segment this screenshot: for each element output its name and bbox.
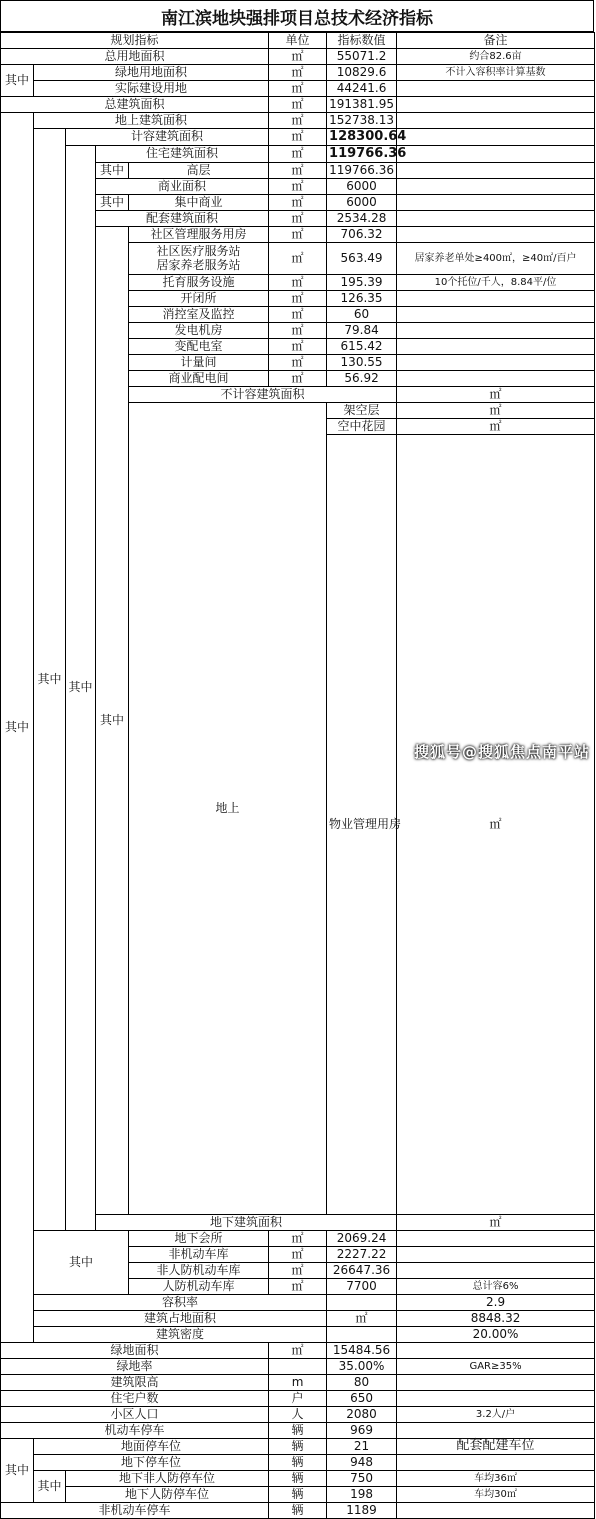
row-value: 969 [327,1423,397,1439]
row-name: 发电机房 [129,323,269,339]
row-name: 非机动车库 [129,1247,269,1263]
row-unit [269,1359,327,1375]
row-name: 社区管理服务用房 [129,227,269,243]
group-label: 其中 [96,195,129,211]
row-name: 高层 [129,163,269,179]
row-unit: m [269,1375,327,1391]
row-name: 变配电室 [129,339,269,355]
row-name: 建筑限高 [1,1375,269,1391]
row-name: 开闭所 [129,291,269,307]
row-note [397,227,595,243]
row-unit: ㎡ [269,291,327,307]
table-row [1,1455,595,1471]
row-name: 架空层 [327,403,397,419]
row-value: 563.49 [327,243,397,275]
row-unit: 户 [269,1391,327,1407]
group-label: 地上 [129,403,327,1215]
row-note [397,1503,595,1519]
row-note [397,113,595,129]
row-value: 119766.36 [327,146,397,163]
row-unit: ㎡ [269,81,327,97]
row-note [397,291,595,307]
table-row [1,1439,595,1455]
row-unit: ㎡ [269,113,327,129]
row-value: 948 [327,1455,397,1471]
row-value: 119766.36 [327,163,397,179]
row-name: 地下建筑面积 [96,1215,397,1231]
row-name: 实际建设用地 [34,81,269,97]
watermark: 搜狐号@搜狐焦点南平站 [413,743,590,761]
row-value: 80 [327,1375,397,1391]
row-value: 35.00% [327,1359,397,1375]
row-value: 55071.2 [327,49,397,65]
row-value: 650 [327,1391,397,1407]
row-name: 地下人防停车位 [66,1487,269,1503]
row-note: 10个托位/千人，8.84平/位 [397,275,595,291]
row-unit: ㎡ [269,146,327,163]
row-value: 198 [327,1487,397,1503]
row-name: 配套建筑面积 [96,211,269,227]
row-value: 706.32 [327,227,397,243]
row-note: 约合82.6亩 [397,49,595,65]
row-name: 人防机动车库 [129,1279,269,1295]
header-value: 指标数值 [327,33,397,49]
row-name: 小区人口 [1,1407,269,1423]
row-value: 2.9 [397,1295,595,1311]
table-row [1,1327,595,1343]
table-row [1,1343,595,1359]
row-note [397,1455,595,1471]
row-unit: ㎡ [269,1279,327,1295]
row-name-line1: 社区医疗服务站 [156,243,241,258]
row-value: 8848.32 [397,1311,595,1327]
table-row [1,81,595,97]
row-name: 计量间 [129,355,269,371]
row-unit: ㎡ [269,1231,327,1247]
row-unit: 辆 [269,1503,327,1519]
row-name: 建筑占地面积 [34,1311,327,1327]
row-unit: ㎡ [269,1263,327,1279]
row-name: 地下非人防停车位 [66,1471,269,1487]
row-name: 地上建筑面积 [34,113,269,129]
row-unit: ㎡ [269,49,327,65]
table-row [1,113,595,129]
row-note [397,371,595,387]
row-value: 2069.24 [327,1231,397,1247]
row-unit: ㎡ [269,307,327,323]
row-name: 非机动车停车 [1,1503,269,1519]
table-row [1,1423,595,1439]
row-note: 配套配建车位 [397,1439,595,1455]
row-value: 750 [327,1471,397,1487]
row-name: 绿地率 [1,1359,269,1375]
row-unit: ㎡ [269,65,327,81]
row-name: 计容建筑面积 [66,129,269,146]
table-row [1,49,595,65]
row-note [397,307,595,323]
row-unit: ㎡ [269,179,327,195]
row-name: 集中商业 [129,195,269,211]
row-unit: ㎡ [269,1343,327,1359]
header-note: 备注 [397,33,595,49]
row-note [397,163,595,179]
row-unit: ㎡ [269,1247,327,1263]
table-row [1,1231,595,1247]
row-note [397,179,595,195]
row-unit: 辆 [269,1471,327,1487]
row-value: 26647.36 [327,1263,397,1279]
header-row [1,33,595,49]
row-unit: ㎡ [269,275,327,291]
group-label: 其中 [96,227,129,1215]
row-name: 地下会所 [129,1231,269,1247]
table-row [1,1311,595,1327]
row-name: 容积率 [34,1295,327,1311]
row-note [397,1391,595,1407]
row-unit: ㎡ [269,339,327,355]
table-row [1,1391,595,1407]
row-note: 3.2人/户 [397,1407,595,1423]
row-name: 物业管理用房 [327,435,397,1215]
table-row [1,1375,595,1391]
row-value: 2080 [327,1407,397,1423]
row-note [397,81,595,97]
group-label: 其中 [96,163,129,179]
row-unit: ㎡ [269,195,327,211]
row-name-line2: 居家养老服务站 [156,257,241,272]
row-name: 绿地用地面积 [34,65,269,81]
row-unit: ㎡ [269,243,327,275]
row-note [397,146,595,163]
row-value: 1189 [327,1503,397,1519]
row-note [397,1423,595,1439]
group-label: 其中 [1,65,34,97]
header-item: 规划指标 [1,33,269,49]
row-note: 居家养老单处≥400㎡，≥40㎡/百户 [397,243,595,275]
row-unit: ㎡ [269,211,327,227]
row-name: 地面停车位 [34,1439,269,1455]
row-note [397,1247,595,1263]
row-unit: ㎡ [269,163,327,179]
row-value: 615.42 [327,339,397,355]
row-name: 机动车停车 [1,1423,269,1439]
row-note [397,195,595,211]
row-name: 商业面积 [96,179,269,195]
row-unit: ㎡ [269,97,327,113]
group-label: 其中 [1,113,34,1343]
row-name: 住宅户数 [1,1391,269,1407]
table-row [1,146,595,163]
row-note [397,1375,595,1391]
table-title: 南江滨地块强排项目总技术经济指标 [0,0,594,32]
row-unit: ㎡ [269,371,327,387]
row-note [397,1263,595,1279]
row-value: 152738.13 [327,113,397,129]
row-value: 21 [327,1439,397,1455]
row-unit: ㎡ [269,323,327,339]
row-note [397,211,595,227]
row-name: 总用地面积 [1,49,269,65]
row-name: 消控室及监控 [129,307,269,323]
row-unit: ㎡ [269,227,327,243]
row-value: 6000 [327,195,397,211]
row-note: 不计入容积率计算基数 [397,65,595,81]
row-note [397,129,595,146]
row-value: 2534.28 [327,211,397,227]
row-value: 56.92 [327,371,397,387]
table-row [1,97,595,113]
row-unit: ㎡ [269,129,327,146]
row-note: GAR≥35% [397,1359,595,1375]
row-name: 地下停车位 [34,1455,269,1471]
row-unit: 辆 [269,1487,327,1503]
row-note: 车均36㎡ [397,1471,595,1487]
row-name: 不计容建筑面积 [129,387,397,403]
table-row [1,1359,595,1375]
group-label: 其中 [34,1231,129,1295]
row-unit: ㎡ [269,355,327,371]
row-value: 128300.64 [327,129,397,146]
row-name: 住宅建筑面积 [96,146,269,163]
group-label: 其中 [1,1439,34,1503]
row-name: 空中花园 [327,419,397,435]
row-note [397,1231,595,1247]
row-note [397,355,595,371]
row-name: 建筑密度 [34,1327,327,1343]
row-value: 7700 [327,1279,397,1295]
row-name [129,243,269,275]
row-value: 10829.6 [327,65,397,81]
row-note: 车均30㎡ [397,1487,595,1503]
group-label: 其中 [34,1471,66,1503]
header-unit: 单位 [269,33,327,49]
row-note [397,339,595,355]
row-unit: 辆 [269,1439,327,1455]
row-unit: ㎡ [397,435,595,1215]
table-row [1,129,595,146]
table-row [1,1487,595,1503]
row-unit: 人 [269,1407,327,1423]
row-value: 6000 [327,179,397,195]
row-unit: ㎡ [397,419,595,435]
row-note [397,97,595,113]
row-unit: 辆 [269,1455,327,1471]
row-note: 总计容6% [397,1279,595,1295]
row-value: 130.55 [327,355,397,371]
indicator-table [0,32,595,1519]
table-row [1,65,595,81]
row-unit: 辆 [269,1423,327,1439]
row-unit [327,1295,397,1311]
row-value: 126.35 [327,291,397,307]
row-name: 总建筑面积 [1,97,269,113]
row-value: 195.39 [327,275,397,291]
table-row [1,1407,595,1423]
row-note [397,1343,595,1359]
table-row [1,1503,595,1519]
group-label: 其中 [66,146,96,1231]
row-unit: ㎡ [397,403,595,419]
table-row [1,1471,595,1487]
row-name: 商业配电间 [129,371,269,387]
row-unit: ㎡ [397,1215,595,1231]
row-unit: ㎡ [397,387,595,403]
row-value: 2227.22 [327,1247,397,1263]
table-row [1,1295,595,1311]
row-unit: ㎡ [327,1311,397,1327]
row-unit [327,1327,397,1343]
row-value: 15484.56 [327,1343,397,1359]
row-name: 非人防机动车库 [129,1263,269,1279]
row-value: 44241.6 [327,81,397,97]
row-value: 191381.95 [327,97,397,113]
row-name: 托育服务设施 [129,275,269,291]
row-name: 绿地面积 [1,1343,269,1359]
row-value: 20.00% [397,1327,595,1343]
row-value: 79.84 [327,323,397,339]
row-value: 60 [327,307,397,323]
row-note [397,323,595,339]
group-label: 其中 [34,129,66,1231]
